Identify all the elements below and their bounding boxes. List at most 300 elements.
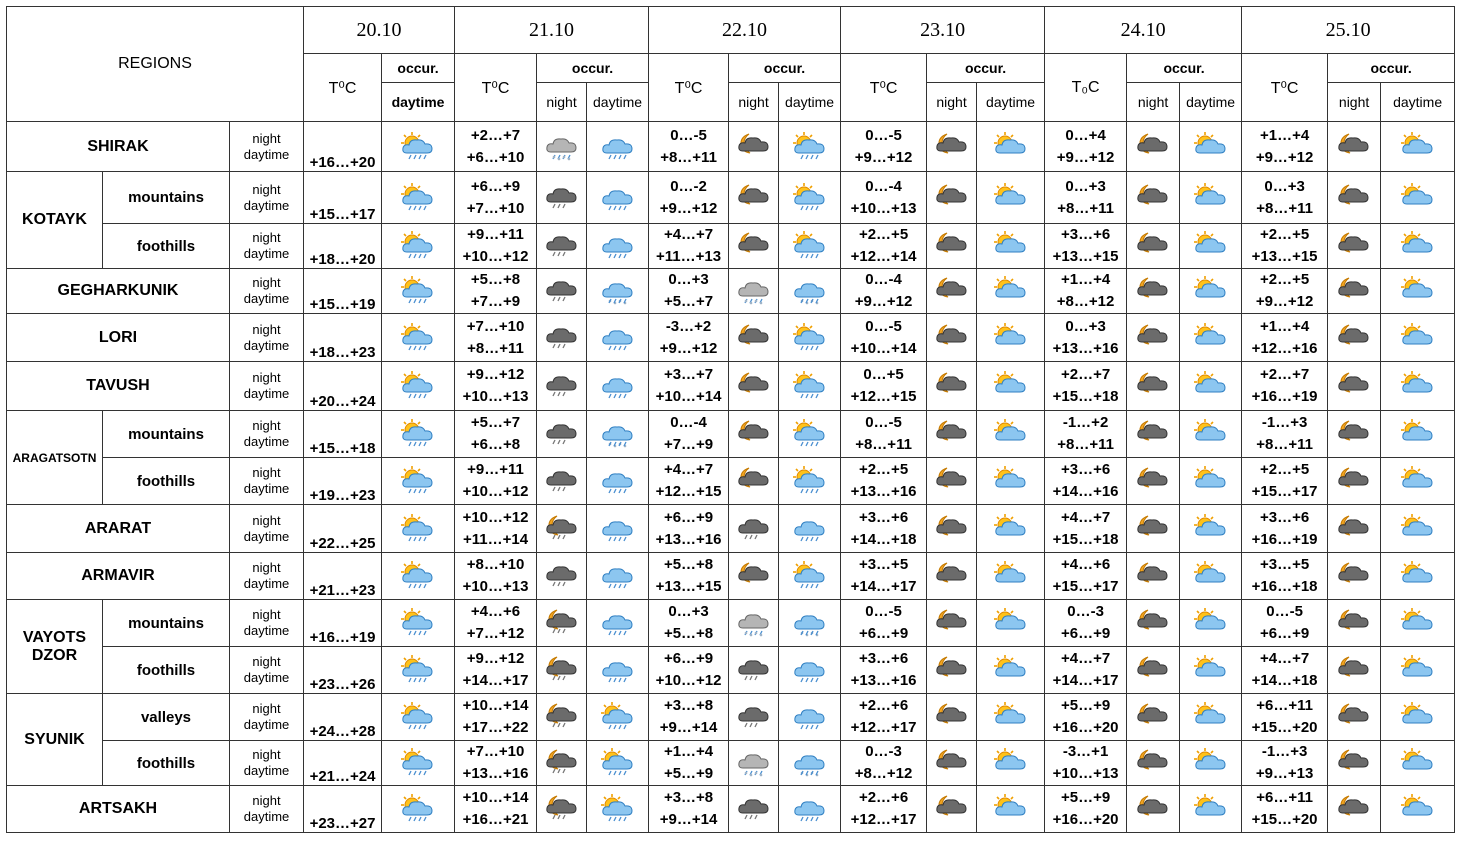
weather-cell	[1127, 362, 1180, 411]
night-temp: 0…+3	[668, 603, 709, 620]
weather-cell	[1381, 505, 1455, 553]
temperature-cell	[1242, 122, 1328, 172]
weather-cell	[382, 505, 455, 553]
temperature-cell	[649, 224, 729, 269]
night-label: night	[252, 275, 281, 290]
day-temp: +9…+12	[854, 148, 913, 166]
day-temp: +8…+11	[660, 148, 717, 166]
weather-cell	[537, 458, 587, 505]
night-temp: +4…+7	[1060, 650, 1111, 667]
sun-cloud-icon	[1401, 514, 1435, 544]
temperature-cell	[841, 362, 927, 411]
weather-cell	[729, 647, 779, 694]
moon-cloud-icon	[935, 371, 969, 401]
daytime-label: daytime	[243, 146, 290, 162]
night-temp: 0…+4	[1065, 126, 1106, 144]
temperature-cell	[841, 694, 927, 741]
weather-cell	[927, 411, 977, 458]
weather-cell	[537, 224, 587, 269]
temperature-cell: +21…+24	[304, 741, 382, 786]
night-temp: +2…+6	[858, 697, 909, 714]
temperature-cell: +15…+17	[304, 172, 382, 224]
night-temp: +4…+6	[470, 603, 521, 620]
sun-cloud-icon	[994, 514, 1028, 544]
weather-cell	[977, 647, 1045, 694]
day-temp: +6…+9	[1060, 625, 1111, 642]
weather-cell	[382, 458, 455, 505]
moon-cloud-icon	[1136, 608, 1170, 638]
temperature-cell	[841, 553, 927, 600]
temperature-cell	[1045, 600, 1127, 647]
day-temp: +16…+20	[1052, 719, 1119, 736]
night-label: night	[252, 560, 281, 575]
sun-cloud-icon	[1194, 419, 1228, 449]
period-labels	[230, 172, 304, 224]
weather-cell	[977, 786, 1045, 833]
temperature-cell: +18…+23	[304, 314, 382, 362]
temperature-cell	[455, 647, 537, 694]
night-temp: -1…+3	[1261, 414, 1308, 431]
night-temp: +3…+5	[858, 556, 909, 573]
region-name: ARMAVIR	[7, 553, 230, 600]
daytime-label: daytime	[243, 809, 290, 824]
night-temp: 0…-4	[865, 177, 902, 195]
temperature-cell	[1242, 172, 1328, 224]
rain-icon	[793, 702, 827, 732]
weather-cell	[729, 314, 779, 362]
sun-cloud-rain-icon	[401, 183, 435, 213]
night-temp: -3…+2	[665, 317, 712, 335]
temperature-cell	[455, 224, 537, 269]
day-temp: +10…+12	[462, 248, 529, 265]
weather-cell	[1381, 553, 1455, 600]
weather-cell	[1381, 314, 1455, 362]
temperature-cell	[1242, 694, 1328, 741]
table-row	[7, 362, 1455, 411]
weather-cell	[537, 411, 587, 458]
weather-cell	[977, 505, 1045, 553]
night-header: night	[537, 83, 587, 122]
region-name: ARARAT	[7, 505, 230, 553]
weather-cell	[1127, 314, 1180, 362]
night-temp: -1…+2	[1062, 414, 1109, 431]
day-temp: +8…+12	[1056, 293, 1115, 310]
day-temp: +15…+17	[1251, 483, 1318, 500]
weather-cell	[927, 224, 977, 269]
date-header: 22.10	[649, 7, 841, 54]
night-temp: -1…+3	[1261, 743, 1308, 760]
day-temp: +13…+16	[850, 672, 917, 689]
moon-cloud-icon	[737, 132, 771, 162]
temperature-cell	[1045, 269, 1127, 314]
temperature-cell	[1045, 647, 1127, 694]
weather-cell	[729, 786, 779, 833]
sun-cloud-rain-icon	[401, 514, 435, 544]
weather-cell	[977, 553, 1045, 600]
weather-cell	[927, 741, 977, 786]
weather-cell	[779, 458, 841, 505]
day-temp: +16…+20	[1052, 811, 1119, 828]
day-temp: +14…+17	[1052, 672, 1119, 689]
period-labels	[230, 505, 304, 553]
night-temp: +4…+6	[1060, 556, 1111, 573]
night-temp: +3…+6	[1259, 508, 1310, 526]
temperature-cell: +23…+27	[304, 786, 382, 833]
temperature-cell	[1242, 362, 1328, 411]
weather-cell	[537, 741, 587, 786]
night-temp: +2…+5	[1259, 226, 1310, 243]
night-temp: +1…+4	[1060, 271, 1111, 288]
daytime-label: daytime	[243, 763, 290, 778]
temperature-cell	[1242, 786, 1328, 833]
weather-cell	[729, 553, 779, 600]
subregion-name: foothills	[103, 741, 230, 786]
weather-cell	[382, 741, 455, 786]
moon-cloud-icon	[935, 132, 969, 162]
weather-cell	[1180, 362, 1242, 411]
forecast-body	[7, 122, 1455, 833]
moon-cloud-icon	[1136, 323, 1170, 353]
date-header: 25.10	[1242, 7, 1455, 54]
weather-cell	[779, 786, 841, 833]
night-label: night	[252, 607, 281, 622]
moon-cloud-icon	[1136, 419, 1170, 449]
weather-cell	[729, 269, 779, 314]
temperature-cell	[455, 411, 537, 458]
night-temp: +5…+9	[1060, 697, 1111, 714]
weather-cell	[587, 411, 649, 458]
weather-cell	[587, 362, 649, 411]
weather-cell	[779, 172, 841, 224]
weather-cell	[382, 172, 455, 224]
moon-cloud-icon	[737, 231, 771, 261]
sun-cloud-icon	[994, 561, 1028, 591]
day-temp: +11…+14	[463, 530, 529, 548]
temperature-cell	[841, 269, 927, 314]
temperature-cell	[455, 172, 537, 224]
weather-cell	[1180, 458, 1242, 505]
moon-cloud-rain-icon	[545, 794, 579, 824]
weather-cell	[729, 172, 779, 224]
moon-cloud-rain-icon	[545, 748, 579, 778]
table-row	[7, 122, 1455, 172]
weather-cell	[927, 122, 977, 172]
sun-cloud-rain-icon	[401, 561, 435, 591]
temperature-cell	[649, 600, 729, 647]
temperature-cell	[1242, 458, 1328, 505]
day-temp: +16…+21	[462, 811, 529, 828]
temperature-cell	[1242, 314, 1328, 362]
weather-cell	[1180, 741, 1242, 786]
day-temp: +8…+11	[1256, 199, 1313, 217]
subregion-name: mountains	[103, 172, 230, 224]
sun-cloud-icon	[1401, 702, 1435, 732]
temperature-cell	[1045, 505, 1127, 553]
weather-cell	[1381, 362, 1455, 411]
dark-rain-icon	[737, 794, 771, 824]
moon-cloud-icon	[1337, 561, 1371, 591]
weather-cell	[977, 224, 1045, 269]
sun-cloud-icon	[994, 371, 1028, 401]
night-temp: +4…+7	[663, 226, 714, 243]
temperature-header: T⁰C	[1242, 54, 1328, 122]
sun-cloud-rain-icon	[793, 323, 827, 353]
moon-cloud-icon	[935, 794, 969, 824]
weather-cell	[382, 553, 455, 600]
night-temp: +2…+7	[1060, 366, 1111, 383]
heavy-rain-icon	[737, 608, 771, 638]
day-temp: +9…+14	[659, 811, 718, 828]
temperature-cell	[1045, 122, 1127, 172]
day-temp: +16…+18	[1251, 578, 1318, 595]
day-temp: +12…+17	[850, 811, 917, 828]
temperature-cell	[455, 694, 537, 741]
rain-icon	[601, 655, 635, 685]
night-label: night	[252, 793, 281, 808]
sun-cloud-icon	[1194, 748, 1228, 778]
temperature-cell	[1045, 362, 1127, 411]
region-name: ARTSAKH	[7, 786, 230, 833]
daytime-label: daytime	[243, 528, 290, 544]
sun-cloud-rain-icon	[401, 794, 435, 824]
subregion-name: foothills	[103, 647, 230, 694]
day-temp: +5…+8	[663, 625, 714, 642]
daytime-label: daytime	[243, 434, 290, 449]
weather-cell	[927, 786, 977, 833]
night-temp: +2…+7	[470, 126, 521, 144]
temperature-cell	[841, 314, 927, 362]
daytime-label: daytime	[243, 246, 290, 261]
rain-icon	[601, 608, 635, 638]
sun-cloud-icon	[1401, 748, 1435, 778]
period-labels	[230, 458, 304, 505]
night-temp: +9…+12	[466, 650, 525, 667]
weather-cell	[1328, 505, 1381, 553]
night-temp: +2…+5	[858, 226, 909, 243]
weather-cell	[587, 172, 649, 224]
day-temp: +14…+16	[1052, 483, 1119, 500]
rain-icon	[601, 231, 635, 261]
temperature-cell	[1045, 411, 1127, 458]
sun-cloud-rain-icon	[793, 132, 827, 162]
weather-cell	[1127, 172, 1180, 224]
moon-cloud-rain-icon	[545, 514, 579, 544]
weather-cell	[1381, 411, 1455, 458]
sun-cloud-icon	[1401, 608, 1435, 638]
night-temp: +3…+6	[858, 650, 909, 667]
temperature-cell	[455, 786, 537, 833]
night-temp: +10…+12	[462, 508, 529, 526]
sun-cloud-icon	[1194, 371, 1228, 401]
weather-cell	[1381, 694, 1455, 741]
weather-cell	[587, 553, 649, 600]
weather-cell	[1328, 314, 1381, 362]
temperature-cell: +16…+19	[304, 600, 382, 647]
dark-rain-icon	[545, 561, 579, 591]
temperature-cell: +20…+24	[304, 362, 382, 411]
sun-cloud-rain-icon	[401, 132, 435, 162]
night-temp: +6…+9	[663, 650, 714, 667]
night-temp: +3…+6	[1060, 226, 1111, 243]
sun-cloud-icon	[1401, 655, 1435, 685]
night-temp: +9…+12	[466, 366, 525, 383]
weather-cell	[587, 122, 649, 172]
night-header: night	[729, 83, 779, 122]
night-temp: +3…+5	[1259, 556, 1310, 573]
night-temp: +4…+7	[1259, 650, 1310, 667]
moon-cloud-icon	[1337, 323, 1371, 353]
day-temp: +10…+14	[850, 339, 917, 357]
moon-cloud-icon	[935, 276, 969, 306]
weather-cell	[729, 362, 779, 411]
moon-cloud-icon	[935, 655, 969, 685]
day-temp: +12…+15	[655, 483, 722, 500]
snow-rain-icon	[601, 419, 635, 449]
weather-cell	[1381, 786, 1455, 833]
weather-cell	[729, 458, 779, 505]
day-temp: +10…+12	[655, 672, 722, 689]
moon-cloud-icon	[935, 514, 969, 544]
night-label: night	[252, 230, 281, 245]
temperature-cell	[455, 269, 537, 314]
day-temp: +15…+20	[1251, 719, 1318, 736]
night-temp: +5…+7	[470, 414, 521, 431]
moon-cloud-icon	[1136, 276, 1170, 306]
night-temp: +2…+7	[1259, 366, 1310, 383]
day-temp: +10…+13	[462, 578, 529, 595]
night-label: night	[252, 321, 281, 337]
temperature-cell	[1242, 553, 1328, 600]
night-temp: +2…+5	[1259, 271, 1310, 288]
weather-cell	[1180, 224, 1242, 269]
day-temp: +16…+19	[1251, 530, 1318, 548]
weather-cell	[382, 600, 455, 647]
weather-cell	[382, 269, 455, 314]
temperature-header: T₀C	[1045, 54, 1127, 122]
temperature-cell	[649, 694, 729, 741]
sun-cloud-icon	[1401, 231, 1435, 261]
night-label: night	[252, 130, 281, 146]
sun-cloud-icon	[1401, 132, 1435, 162]
night-temp: +1…+4	[1259, 317, 1310, 335]
day-temp: +12…+15	[850, 388, 917, 405]
occurrence-header: occur.	[927, 54, 1045, 83]
moon-cloud-icon	[1337, 794, 1371, 824]
moon-cloud-icon	[1136, 466, 1170, 496]
date-header: 24.10	[1045, 7, 1242, 54]
period-labels	[230, 694, 304, 741]
dark-rain-icon	[545, 183, 579, 213]
weather-cell	[1180, 600, 1242, 647]
moon-cloud-icon	[935, 183, 969, 213]
sun-cloud-icon	[1401, 794, 1435, 824]
weather-cell	[779, 553, 841, 600]
temperature-cell	[649, 362, 729, 411]
day-temp: +15…+18	[1052, 530, 1119, 548]
temperature-cell	[1045, 694, 1127, 741]
sun-cloud-icon	[994, 323, 1028, 353]
daytime-label: daytime	[243, 291, 290, 306]
weather-cell	[729, 694, 779, 741]
dark-rain-icon	[545, 419, 579, 449]
dark-rain-icon	[545, 371, 579, 401]
night-temp: +6…+9	[470, 177, 521, 195]
weather-cell	[1328, 411, 1381, 458]
weather-cell	[1127, 600, 1180, 647]
weather-cell	[779, 505, 841, 553]
night-temp: +3…+8	[663, 697, 714, 714]
moon-cloud-icon	[1337, 514, 1371, 544]
daytime-label: daytime	[243, 337, 290, 353]
table-row	[7, 505, 1455, 553]
weather-cell	[382, 314, 455, 362]
weather-cell	[1328, 362, 1381, 411]
day-temp: +8…+11	[1256, 436, 1313, 453]
sun-cloud-icon	[1194, 608, 1228, 638]
rain-icon	[793, 655, 827, 685]
night-temp: 0…+3	[668, 271, 709, 288]
temperature-cell	[841, 786, 927, 833]
period-labels	[230, 741, 304, 786]
night-temp: +8…+10	[466, 556, 525, 573]
sun-cloud-icon	[1401, 371, 1435, 401]
table-row	[7, 411, 1455, 458]
day-temp: +6…+8	[470, 436, 521, 453]
weather-cell	[977, 314, 1045, 362]
snow-rain-icon	[793, 748, 827, 778]
weather-cell	[779, 122, 841, 172]
subregion-name: foothills	[103, 224, 230, 269]
moon-cloud-icon	[737, 183, 771, 213]
day-temp: +9…+12	[854, 293, 913, 310]
moon-cloud-icon	[935, 748, 969, 778]
moon-cloud-icon	[1136, 702, 1170, 732]
weather-cell	[977, 122, 1045, 172]
weather-cell	[927, 269, 977, 314]
occurrence-header: occur.	[1127, 54, 1242, 83]
sun-cloud-rain-icon	[401, 655, 435, 685]
sun-cloud-icon	[1194, 323, 1228, 353]
weather-cell	[1328, 269, 1381, 314]
weather-cell	[537, 694, 587, 741]
weather-cell	[779, 362, 841, 411]
weather-cell	[1180, 269, 1242, 314]
night-label: night	[252, 701, 281, 716]
sun-cloud-icon	[1401, 276, 1435, 306]
moon-cloud-icon	[1337, 132, 1371, 162]
occurrence-header: occur.	[537, 54, 649, 83]
temperature-cell	[841, 411, 927, 458]
night-temp: 0…+3	[1264, 177, 1305, 195]
day-temp: +6…+9	[858, 625, 909, 642]
sun-cloud-icon	[1194, 231, 1228, 261]
weather-cell	[1127, 411, 1180, 458]
moon-cloud-icon	[1337, 655, 1371, 685]
period-labels	[230, 269, 304, 314]
day-temp: +8…+12	[854, 765, 913, 782]
sun-cloud-icon	[994, 748, 1028, 778]
sun-cloud-rain-icon	[793, 419, 827, 449]
weather-cell	[587, 505, 649, 553]
moon-cloud-icon	[1136, 655, 1170, 685]
sun-cloud-rain-icon	[793, 231, 827, 261]
day-temp: +8…+11	[1057, 199, 1114, 217]
moon-cloud-icon	[1337, 276, 1371, 306]
temperature-cell	[649, 411, 729, 458]
weather-cell	[779, 314, 841, 362]
table-row	[7, 314, 1455, 362]
night-header: night	[927, 83, 977, 122]
